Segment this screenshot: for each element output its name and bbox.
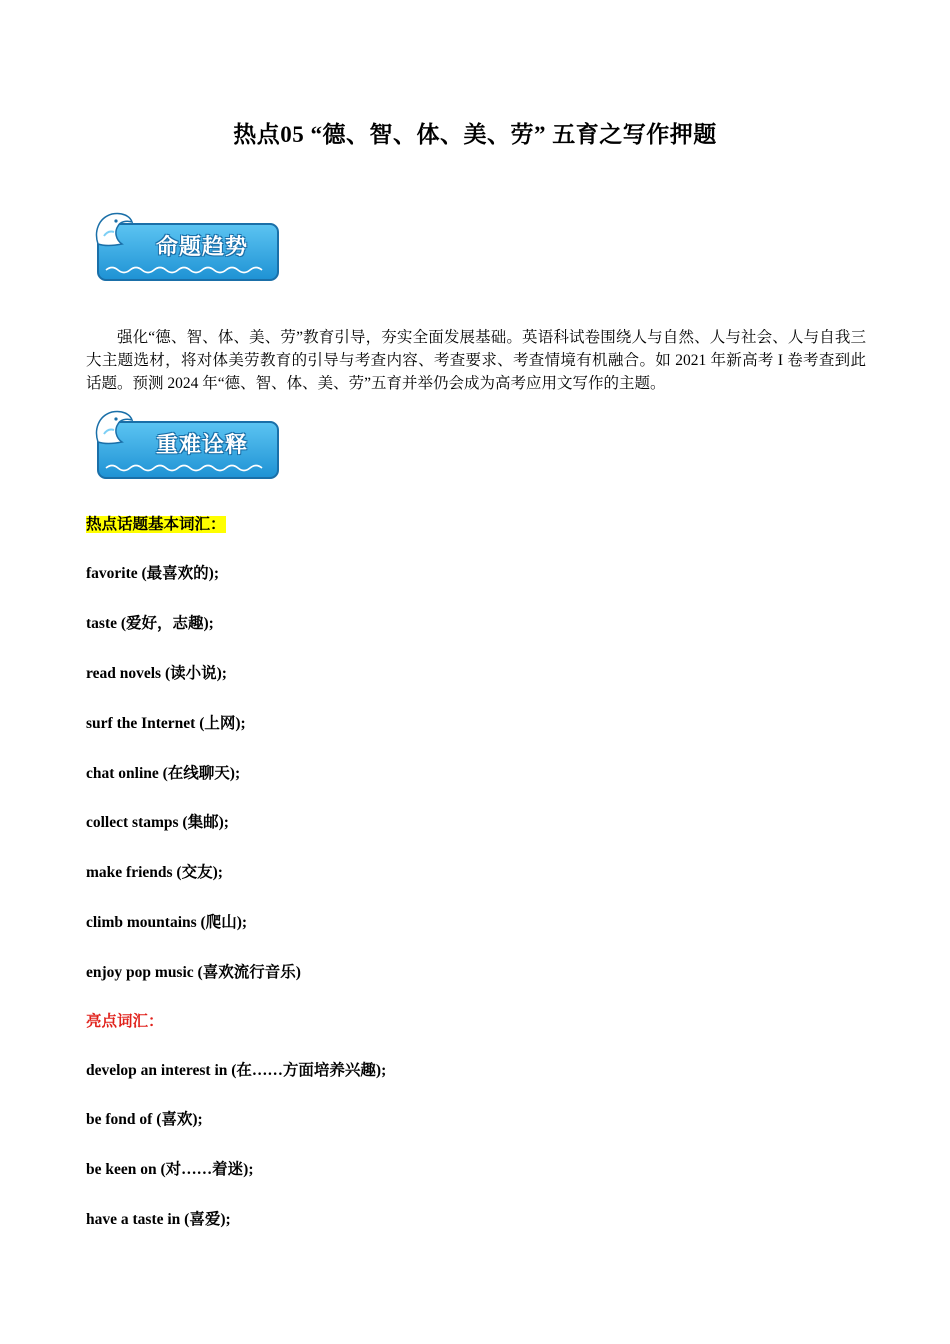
intro-paragraph: 强化“德、智、体、美、劳”教育引导，夯实全面发展基础。英语科试卷围绕人与自然、人与社会、人与自我三大主题选材，将对体美劳教育的引导与考查内容、考查要求、考查情境有机融合。如 2021 年新高考 I 卷考查到此话题。预测 2024 年“德、智、体、美、劳”五育并举仍会成为高考应用文写作的主题。 [86,329,866,392]
section-banner-explain [92,408,282,482]
vocab-item: climb mountains (爬山); [86,914,248,931]
highlight-vocab-item: be fond of (喜欢); [86,1111,203,1128]
vocab-item: collect stamps (集邮); [86,814,229,831]
basic-vocab-heading [86,512,226,534]
highlight-vocab-item: have a taste in (喜爱); [86,1211,231,1228]
highlight-vocab-item: develop an interest in (在……方面培养兴趣); [86,1062,387,1079]
vocab-item: enjoy pop music (喜欢流行音乐) [86,964,301,981]
heading-highlight: 热点话题基本词汇： [86,516,226,533]
vocab-item: read novels (读小说); [86,665,227,682]
banner-label: 重难诠释 [155,433,248,458]
page-title: 热点05 “德、智、体、美、劳” 五育之写作押题 [233,122,717,147]
vocab-item: chat online (在线聊天); [86,765,241,782]
vocab-item: favorite (最喜欢的); [86,565,219,582]
section-banner-trend [92,210,282,284]
highlight-vocab-heading: 亮点词汇： [86,1013,164,1030]
highlight-vocab-item: be keen on (对……着迷); [86,1161,254,1178]
vocab-item: surf the Internet (上网); [86,715,246,732]
vocab-item: taste (爱好，志趣); [86,615,214,632]
vocab-item: make friends (交友); [86,864,223,881]
banner-label: 命题趋势 [155,235,248,260]
